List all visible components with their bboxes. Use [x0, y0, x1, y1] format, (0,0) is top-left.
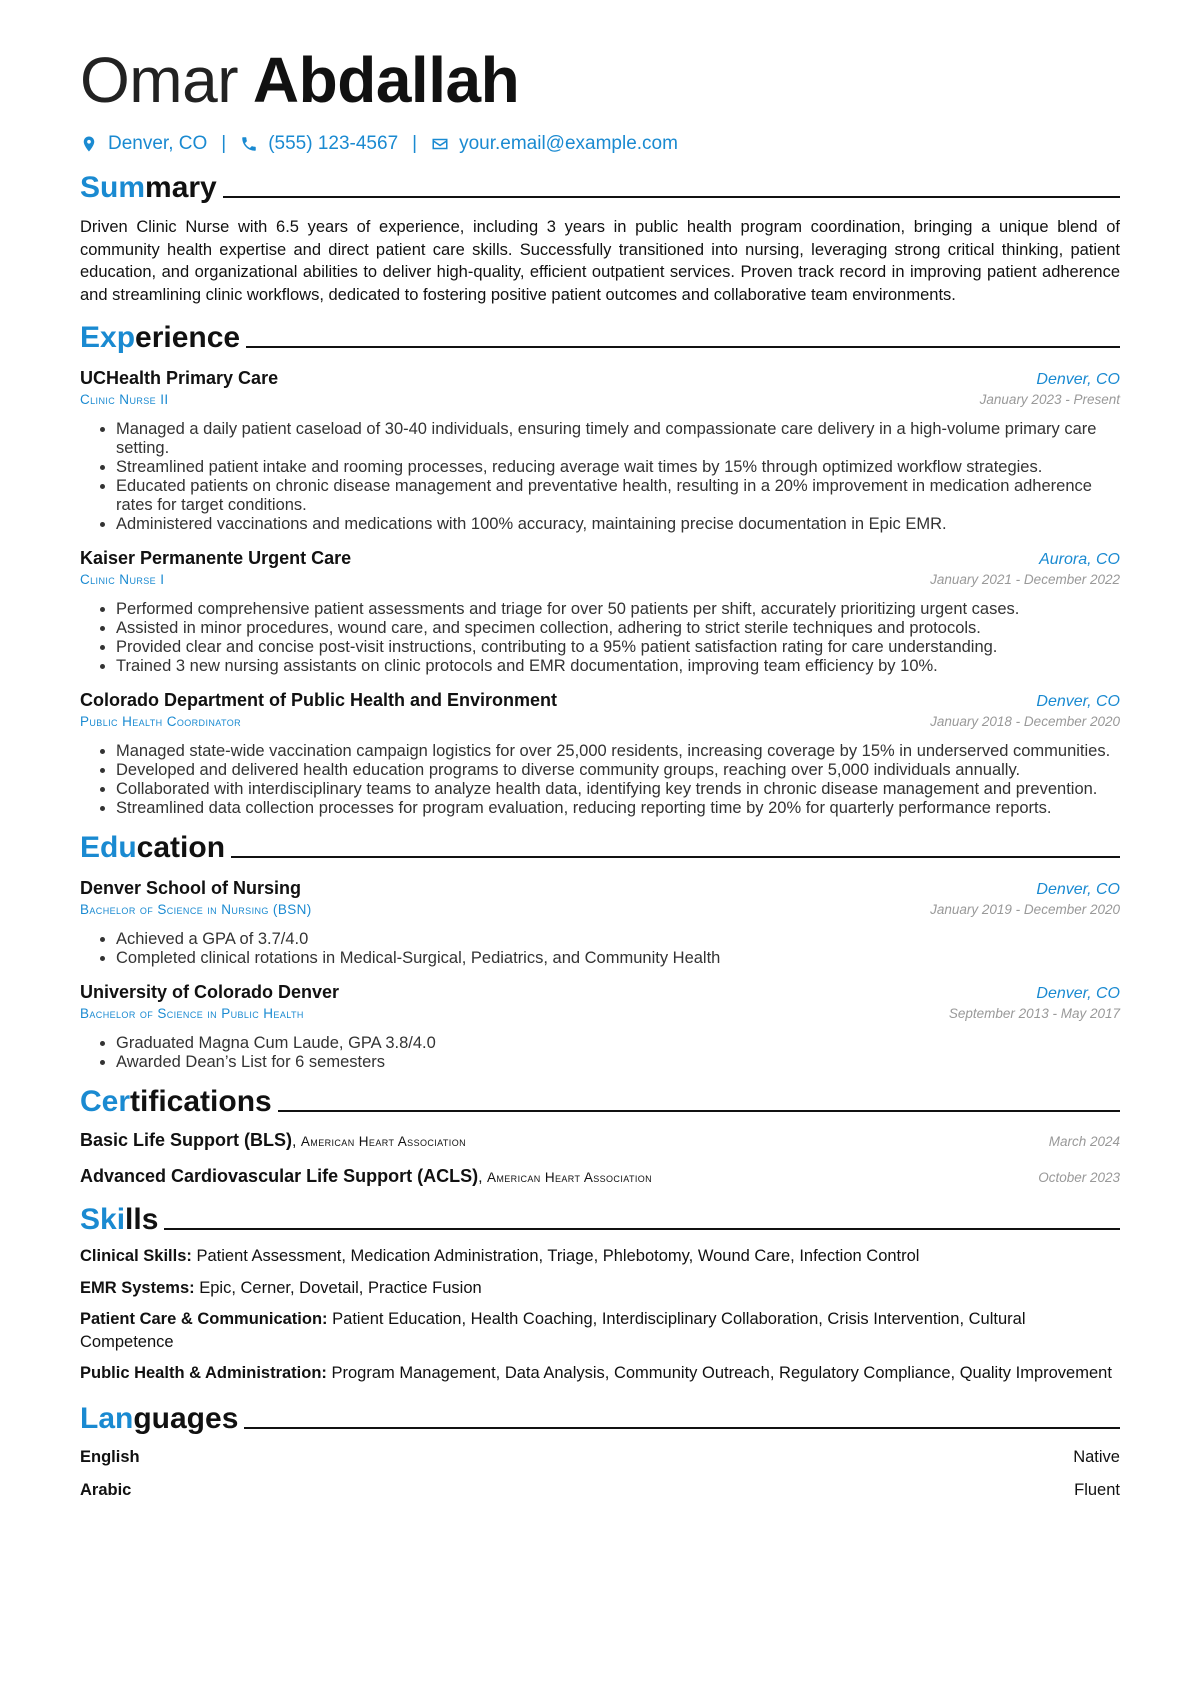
- bullet-item: • Achieved a GPA of 3.7/4.0: [116, 930, 1120, 949]
- bullet-item: • Assisted in minor procedures, wound care, and specimen collection, adhering to strict sterile techniques and protocols.: [116, 619, 1120, 638]
- entry-subheader-row: [80, 1004, 1120, 1024]
- certification-name: Advanced Cardiovascular Life Support (ACLS): [80, 1166, 479, 1186]
- bullet-item: • Performed comprehensive patient assessments and triage for over 50 patients per shift, accurately prioritizing urgent cases.: [116, 600, 1120, 619]
- experience-section-header: [80, 314, 1120, 354]
- entry-header-row: [80, 876, 1120, 900]
- contact-location: [80, 133, 207, 155]
- bullet-list: [80, 600, 1120, 676]
- entry-location: Denver, CO: [1036, 985, 1120, 1002]
- experience-entry: [80, 688, 1120, 818]
- phone-text: (555) 123-4567: [268, 133, 399, 154]
- section-divider: [223, 196, 1120, 198]
- language-item: [80, 1479, 1120, 1501]
- contact-email[interactable]: [431, 133, 678, 155]
- skill-label: Clinical Skills:: [80, 1247, 192, 1265]
- language-level: Native: [1073, 1447, 1120, 1466]
- certification-date: October 2023: [1038, 1170, 1120, 1185]
- certification-issuer: American Heart Association: [486, 1170, 653, 1185]
- entry-header-row: [80, 688, 1120, 712]
- section-title: Certifications: [80, 1085, 272, 1118]
- envelope-icon: [431, 135, 449, 153]
- bullet-item: • Graduated Magna Cum Laude, GPA 3.8/4.0: [116, 1034, 1120, 1053]
- entry-subheader-row: [80, 390, 1120, 410]
- contact-bar: [80, 130, 1120, 158]
- section-title: Education: [80, 831, 226, 864]
- organization-name: Kaiser Permanente Urgent Care: [80, 548, 352, 568]
- section-divider: [231, 856, 1120, 858]
- section-title: Languages: [80, 1401, 239, 1435]
- experience-entry: [80, 366, 1120, 534]
- language-list: [80, 1446, 1120, 1501]
- bullet-item: • Provided clear and concise post-visit instructions, contributing to a 95% patient satisfaction rating for care understanding.: [116, 638, 1120, 657]
- education-entry: [80, 980, 1120, 1072]
- bullet-item: • Awarded Dean’s List for 6 semesters: [116, 1053, 1120, 1072]
- phone-icon: [240, 135, 258, 153]
- last-name: Abdallah: [252, 44, 520, 116]
- skill-item: [80, 1308, 1120, 1353]
- skill-value: Epic, Cerner, Dovetail, Practice Fusion: [199, 1278, 482, 1297]
- certification-name: Basic Life Support (BLS): [80, 1130, 293, 1150]
- entry-location: Aurora, CO: [1039, 551, 1120, 568]
- entry-dates: January 2023 - Present: [979, 392, 1120, 407]
- email-text: your.email@example.com: [459, 133, 678, 154]
- bullet-item: • Educated patients on chronic disease management and preventative health, resulting in a 20% improvement in medication adherence rates for target conditions.: [116, 477, 1120, 515]
- entry-dates: January 2018 - December 2020: [930, 714, 1120, 729]
- skill-value: Program Management, Data Analysis, Community Outreach, Regulatory Compliance, Quality Improvement: [331, 1364, 1112, 1382]
- section-divider: [164, 1228, 1120, 1230]
- entry-dates: January 2019 - December 2020: [930, 902, 1120, 917]
- location-text: Denver, CO: [108, 133, 208, 154]
- summary-text: Driven Clinic Nurse with 6.5 years of experience, including 3 years in public health program coordination, bringing a unique blend of community health expertise and direct patient care skills. Successfully transitioned into nursing, leveraging strong critical thinking, patient education, and organizational abilities to deliver high-quality, efficient outpatient services. Proven track record in improving patient adherence and streamlining clinic workflows, dedicated to fostering positive patient outcomes and collaborative team environments.: [80, 218, 1120, 304]
- entry-location: Denver, CO: [1036, 371, 1120, 388]
- language-level: Fluent: [1074, 1480, 1120, 1499]
- contact-separator: |: [412, 133, 418, 154]
- bullet-item: • Developed and delivered health education programs to diverse community groups, reaching over 5,000 individuals annually.: [116, 761, 1120, 780]
- experience-entry: [80, 546, 1120, 676]
- experience-list: [80, 366, 1120, 818]
- entry-role: Clinic Nurse I: [80, 572, 165, 587]
- skills-list: [80, 1245, 1120, 1385]
- bullet-item: • Managed a daily patient caseload of 30-40 individuals, ensuring timely and compassionate care delivery in a high-volume primary care setting.: [116, 420, 1120, 458]
- section-divider: [244, 1427, 1120, 1429]
- certification-title: [80, 1130, 466, 1151]
- certification-list: [80, 1130, 1120, 1190]
- entry-role: Bachelor of Science in Public Health: [80, 1006, 304, 1021]
- language-item: [80, 1446, 1120, 1468]
- bullet-list: [80, 420, 1120, 534]
- entry-header-row: [80, 366, 1120, 390]
- skills-section-header: [80, 1196, 1120, 1236]
- section-title: Experience: [80, 321, 241, 354]
- contact-separator: |: [221, 133, 227, 154]
- contact-phone[interactable]: [240, 133, 398, 155]
- organization-name: University of Colorado Denver: [80, 982, 340, 1002]
- entry-header-row: [80, 546, 1120, 570]
- resume-page: [80, 40, 1120, 1501]
- skill-item: [80, 1362, 1120, 1385]
- section-title: Summary: [80, 171, 217, 204]
- skill-label: EMR Systems:: [80, 1278, 195, 1297]
- section-divider: [278, 1110, 1120, 1112]
- entry-location: Denver, CO: [1036, 693, 1120, 710]
- map-pin-icon: [80, 135, 98, 153]
- education-entry: [80, 876, 1120, 968]
- skill-value: Patient Education, Health Coaching, Interdisciplinary Collaboration, Crisis Intervention, Cultural Competence: [80, 1310, 1026, 1351]
- entry-role: Bachelor of Science in Nursing (BSN): [80, 902, 312, 917]
- skill-item: [80, 1277, 1120, 1300]
- first-name: Omar: [80, 44, 238, 116]
- certification-title: [80, 1166, 652, 1187]
- bullet-item: • Streamlined data collection processes for program evaluation, reducing reporting time by 20% for quarterly performance reports.: [116, 799, 1120, 818]
- bullet-item: • Managed state-wide vaccination campaign logistics for over 25,000 residents, increasing coverage by 15% in underserved communities.: [116, 742, 1120, 761]
- entry-subheader-row: [80, 570, 1120, 590]
- bullet-list: [80, 1034, 1120, 1072]
- certification-issuer: American Heart Association: [300, 1134, 467, 1149]
- certification-item: [80, 1130, 1120, 1154]
- skill-item: [80, 1245, 1120, 1268]
- entry-header-row: [80, 980, 1120, 1004]
- entry-location: Denver, CO: [1036, 881, 1120, 898]
- bullet-list: [80, 742, 1120, 818]
- skill-value: Patient Assessment, Medication Administration, Triage, Phlebotomy, Wound Care, Infection Control: [196, 1247, 920, 1265]
- organization-name: Colorado Department of Public Health and Environment: [80, 690, 558, 710]
- organization-name: Denver School of Nursing: [80, 878, 302, 898]
- language-name: English: [80, 1447, 140, 1466]
- section-title: Skills: [80, 1203, 159, 1236]
- entry-dates: September 2013 - May 2017: [948, 1006, 1120, 1021]
- entry-subheader-row: [80, 900, 1120, 920]
- languages-section-header: [80, 1395, 1120, 1435]
- bullet-item: • Completed clinical rotations in Medical-Surgical, Pediatrics, and Community Health: [116, 949, 1120, 968]
- comma-separator: ,: [292, 1133, 301, 1150]
- bullet-item: • Streamlined patient intake and rooming processes, reducing average wait times by 15% through optimized workflow strategies.: [116, 458, 1120, 477]
- education-section-header: [80, 824, 1120, 864]
- organization-name: UCHealth Primary Care: [80, 368, 279, 388]
- entry-role: Clinic Nurse II: [80, 392, 169, 407]
- bullet-item: • Trained 3 new nursing assistants on clinic protocols and EMR documentation, improving team efficiency by 10%.: [116, 657, 1120, 676]
- section-divider: [246, 346, 1120, 348]
- certification-date: March 2024: [1048, 1134, 1120, 1149]
- summary-section-header: [80, 164, 1120, 204]
- education-list: [80, 876, 1120, 1072]
- entry-subheader-row: [80, 712, 1120, 732]
- skill-label: Public Health & Administration:: [80, 1364, 327, 1382]
- skill-label: Patient Care & Communication:: [80, 1310, 328, 1328]
- certification-item: [80, 1166, 1120, 1190]
- certifications-section-header: [80, 1078, 1120, 1118]
- bullet-item: • Administered vaccinations and medications with 100% accuracy, maintaining precise documentation in Epic EMR.: [116, 515, 1120, 534]
- entry-role: Public Health Coordinator: [80, 714, 242, 729]
- entry-dates: January 2021 - December 2022: [930, 572, 1120, 587]
- comma-separator: ,: [478, 1169, 487, 1186]
- bullet-list: [80, 930, 1120, 968]
- candidate-name: [80, 40, 1120, 120]
- language-name: Arabic: [80, 1480, 132, 1499]
- bullet-item: • Collaborated with interdisciplinary teams to analyze health data, identifying key trends in chronic disease management and prevention.: [116, 780, 1120, 799]
